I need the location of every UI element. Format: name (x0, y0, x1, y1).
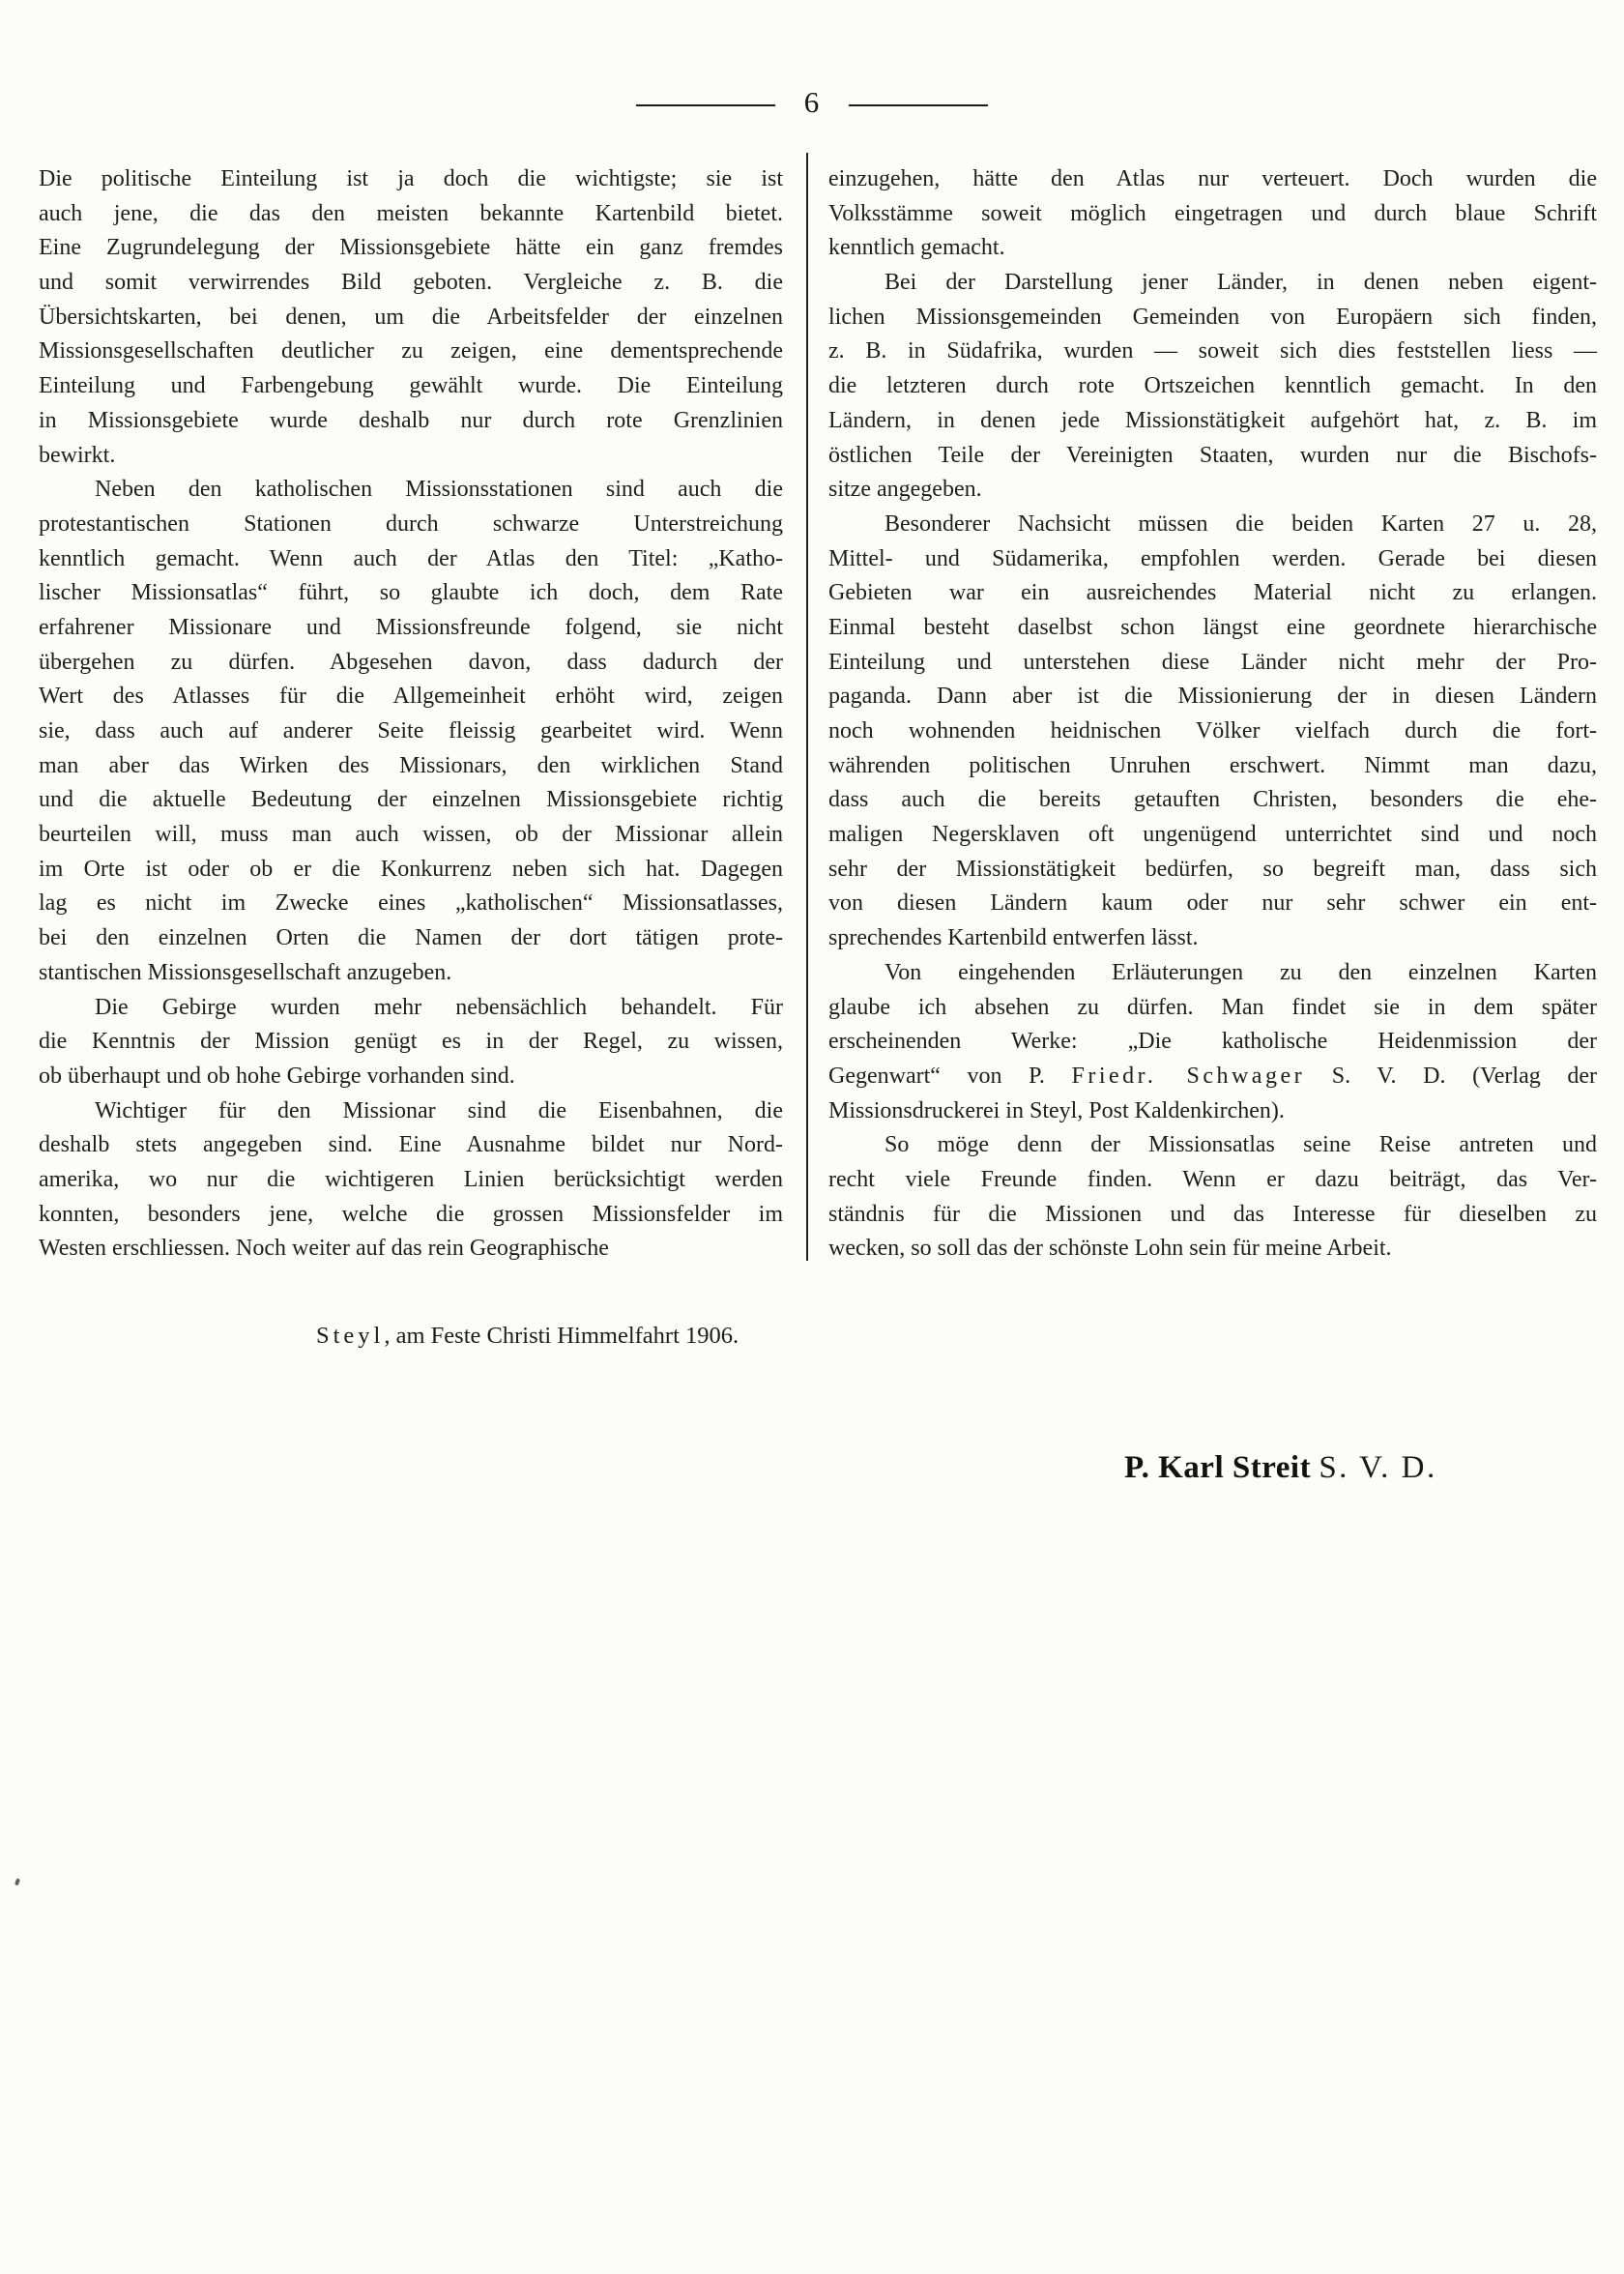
text-line: Besonderer Nachsicht müssen die beiden Karten 27 u. 28, (884, 510, 1597, 537)
text-line: man aber das Wirken des Missionars, den wirklichen Stand (39, 752, 783, 778)
text-line: Eine Zugrundelegung der Missionsgebiete hätte ein ganz fremdes (39, 235, 783, 261)
dateline-text: , am Feste Christi Himmelfahrt 1906. (384, 1323, 740, 1349)
text-line: einzugehen, hätte den Atlas nur verteuert. Doch wurden die (828, 166, 1597, 191)
text-line: in Missionsgebiete wurde deshalb nur durch rote Grenzlinien (39, 407, 783, 433)
header-rule-left (636, 104, 775, 106)
text-line: auch jene, die das den meisten bekannte Kartenbild bietet. (39, 200, 783, 226)
text-line: die letzteren durch rote Ortszeichen kenntlich gemacht. In den (828, 373, 1597, 399)
dateline-place: Steyl (316, 1323, 385, 1349)
text-line: paganda. Dann aber ist die Missionierung der in diesen Ländern (828, 684, 1597, 710)
text-line: konnten, besonders jene, welche die grossen Missionsfelder im (39, 1201, 783, 1227)
text-line: östlichen Teile der Vereinigten Staaten, wurden nur die Bischofs- (828, 442, 1597, 468)
author-signature (1124, 1450, 1437, 1486)
text-line: Einmal besteht daselbst schon längst eine geordnete hierarchische (828, 614, 1597, 640)
text-line: noch wohnenden heidnischen Völker vielfach durch die fort- (828, 718, 1597, 743)
text-line: Gebieten war ein ausreichendes Material nicht zu erlangen. (828, 580, 1597, 606)
column-divider-rule (806, 153, 808, 1261)
text-line: Einteilung und unterstehen diese Länder nicht mehr der Pro- (828, 649, 1597, 675)
page-header (0, 83, 1624, 122)
author-name: P. Karl Streit (1124, 1450, 1312, 1485)
text-line: Missionsdruckerei in Steyl, Post Kaldenkirchen). (828, 1097, 1285, 1123)
text-line: dass auch die bereits getauften Christen, besonders die ehe- (828, 787, 1597, 813)
text-line: sie, dass auch auf anderer Seite fleissig gearbeitet wird. Wenn (39, 718, 783, 743)
text-line: amerika, wo nur die wichtigeren Linien berücksichtigt werden (39, 1166, 783, 1192)
text-line: währenden politischen Unruhen erschwert. Nimmt man dazu, (828, 752, 1597, 778)
ink-speck (14, 1879, 20, 1886)
text-line: ob überhaupt und ob hohe Gebirge vorhanden sind. (39, 1063, 515, 1089)
text-line: sprechendes Kartenbild entwerfen lässt. (828, 925, 1199, 951)
text-line: Ländern, in denen jede Missionstätigkeit aufgehört hat, z. B. im (828, 407, 1597, 433)
text-line: sitze angegeben. (828, 477, 982, 503)
text-line: sehr der Missionstätigkeit bedürfen, so begreift man, dass sich (828, 856, 1597, 882)
text-line: Neben den katholischen Missionsstationen sind auch die (95, 477, 783, 503)
text-line: die Kenntnis der Mission genügt es in der Regel, zu wissen, (39, 1029, 783, 1055)
text-line: Übersichtskarten, bei denen, um die Arbeitsfelder der einzelnen (39, 304, 783, 330)
header-rule-right (849, 104, 988, 106)
text-line: und somit verwirrendes Bild geboten. Vergleiche z. B. die (39, 270, 783, 296)
text-line: lichen Missionsgemeinden Gemeinden von Europäern sich finden, (828, 304, 1597, 330)
text-line: lischer Missionsatlas“ führt, so glaubte ich doch, dem Rate (39, 580, 783, 606)
text-line: lag es nicht im Zwecke eines „katholischen“ Missionsatlasses, (39, 890, 783, 917)
text-line: Die Gebirge wurden mehr nebensächlich behandelt. Für (95, 994, 783, 1020)
text-line: Mittel- und Südamerika, empfohlen werden. Gerade bei diesen (828, 545, 1597, 571)
text-line: bei den einzelnen Orten die Namen der dort tätigen prote- (39, 925, 783, 951)
text-line: von diesen Ländern kaum oder nur sehr schwer ein ent- (828, 890, 1597, 917)
text-line: erscheinenden Werke: „Die katholische Heidenmission der (828, 1029, 1597, 1055)
text-column-right (828, 162, 1597, 1267)
dateline (316, 1323, 739, 1350)
text-line: deshalb stets angegeben sind. Eine Ausnahme bildet nur Nord- (39, 1132, 783, 1158)
text-line: maligen Negersklaven oft ungenügend unterrichtet sind und noch (828, 822, 1597, 848)
text-line: ständnis für die Missionen und das Interesse für dieselben zu (828, 1201, 1597, 1227)
text-line: und die aktuelle Bedeutung der einzelnen Missionsgebiete richtig (39, 787, 783, 813)
text-line: Gegenwart“ von P. Friedr. Schwager S. V. D. (Verlag der (828, 1063, 1598, 1089)
text-line: Westen erschliessen. Noch weiter auf das rein Geographische (39, 1236, 609, 1262)
text-line: So möge denn der Missionsatlas seine Reise antreten und (884, 1132, 1597, 1158)
text-line: kenntlich gemacht. (828, 235, 1005, 261)
text-line: z. B. in Südafrika, wurden — soweit sich dies feststellen liess — (828, 338, 1597, 364)
text-line: übergehen zu dürfen. Abgesehen davon, dass dadurch der (39, 649, 783, 675)
text-line: Bei der Darstellung jener Länder, in denen neben eigent- (884, 270, 1597, 296)
text-line: Volksstämme soweit möglich eingetragen und durch blaue Schrift (828, 200, 1597, 226)
text-line: protestantischen Stationen durch schwarze Unterstreichung (39, 510, 783, 537)
page-number: 6 (803, 85, 821, 119)
author-order-suffix: S. V. D. (1319, 1450, 1437, 1485)
text-line: Missionsgesellschaften deutlicher zu zeigen, eine dementsprechende (39, 338, 783, 364)
text-line: erfahrener Missionare und Missionsfreunde folgend, sie nicht (39, 614, 783, 640)
text-line: Von eingehenden Erläuterungen zu den einzelnen Karten (884, 959, 1597, 985)
text-line: beurteilen will, muss man auch wissen, ob der Missionar allein (39, 822, 783, 848)
text-column-left (39, 162, 783, 1267)
text-line: wecken, so soll das der schönste Lohn sein für meine Arbeit. (828, 1236, 1392, 1262)
text-line: im Orte ist oder ob er die Konkurrenz neben sich hat. Dagegen (39, 856, 783, 882)
text-line: Einteilung und Farbengebung gewählt wurde. Die Einteilung (39, 373, 783, 399)
text-line: stantischen Missionsgesellschaft anzugeben. (39, 959, 452, 985)
text-line: Wichtiger für den Missionar sind die Eisenbahnen, die (95, 1097, 783, 1123)
text-line: recht viele Freunde finden. Wenn er dazu beiträgt, das Ver- (828, 1166, 1597, 1192)
text-line: glaube ich absehen zu dürfen. Man findet sie in dem später (828, 994, 1597, 1020)
text-line: Die politische Einteilung ist ja doch die wichtigste; sie ist (39, 166, 783, 191)
text-line: kenntlich gemacht. Wenn auch der Atlas den Titel: „Katho- (39, 545, 783, 571)
text-line: bewirkt. (39, 442, 116, 468)
text-line: Wert des Atlasses für die Allgemeinheit erhöht wird, zeigen (39, 684, 783, 710)
